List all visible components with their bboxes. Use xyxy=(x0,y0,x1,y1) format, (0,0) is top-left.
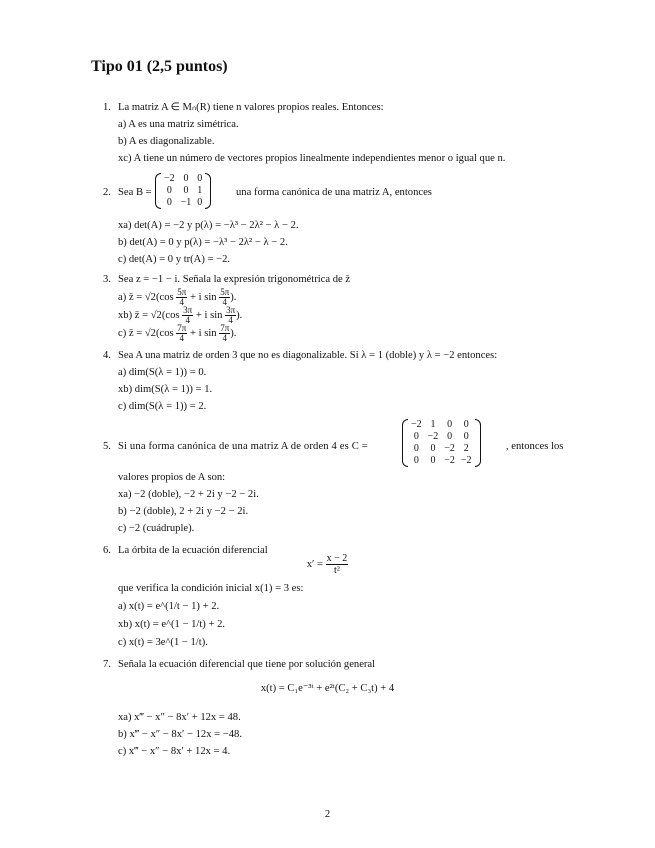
q2-option-a: xa) det(A) = −2 y p(λ) = −λ³ − 2λ² − λ − 2. xyxy=(118,220,299,231)
q1-number: 1. xyxy=(103,102,111,113)
q7-option-b: b) x‴ − x″ − 8x′ − 12x = −48. xyxy=(118,729,242,740)
q5-stem-pre: Si una forma canónica de una matriz A de orden 4 es C = xyxy=(118,441,368,452)
q5-matrix xyxy=(402,419,481,467)
q7-option-a: xa) x‴ − x″ − 8x′ + 12x = 48. xyxy=(118,712,241,723)
q5-matrix-cell: 0 xyxy=(413,455,419,466)
q6-equation: x′ = $\frac{x - 2}{\text{t²}}$ xyxy=(306,553,348,576)
q5-matrix-cell: 2 xyxy=(463,443,469,454)
q5-matrix-cell: 0 xyxy=(447,419,453,430)
q5-matrix-cell: −2 xyxy=(460,455,472,466)
q6-condition: que verifica la condición inicial x(1) = 3 es: xyxy=(118,583,304,594)
q7-equation: x(t) = C₁e⁻³ᵗ + e²ᵗ(C₂ + C₃t) + 4 xyxy=(260,683,395,694)
q5-matrix-cell: −2 xyxy=(427,431,439,442)
q6-stem: La órbita de la ecuación diferencial xyxy=(118,545,268,556)
q7-option-c: c) x‴ − x″ − 8x′ + 12x = 4. xyxy=(118,746,231,757)
q3-option-a: a) z̄ = √2(cos $\frac{5\pi}{4}$ + i sin $\frac{5\pi}{4}$ ). xyxy=(118,287,237,307)
q4-option-c: c) dim(S(λ = 1)) = 2. xyxy=(118,401,207,412)
q2-matrix-cell: 0 xyxy=(197,173,203,184)
q5-matrix-cell: 1 xyxy=(430,419,436,430)
q7-stem: Señala la ecuación diferencial que tiene por solución general xyxy=(118,659,376,670)
q5-matrix-cell: 0 xyxy=(463,431,469,442)
page-number: 2 xyxy=(324,809,331,820)
q1-option-c: xc) A tiene un número de vectores propios linealmente independientes menor o igual que n. xyxy=(118,153,506,164)
q2-matrix-cell: 0 xyxy=(166,197,172,208)
q4-stem: Sea A una matriz de orden 3 que no es diagonalizable. Si λ = 1 (doble) y λ = −2 entonces: xyxy=(118,350,498,361)
q2-option-b: b) det(A) = 0 y p(λ) = −λ³ − 2λ² − λ − 2. xyxy=(118,237,288,248)
q4-number: 4. xyxy=(103,350,111,361)
q3-option-c: c) z̄ = √2(cos $\frac{7\pi}{4}$ + i sin $\frac{7\pi}{4}$ ). xyxy=(118,323,237,343)
q5-matrix-cell: 0 xyxy=(413,443,419,454)
q5-matrix-cell: 0 xyxy=(413,431,419,442)
q2-matrix-cell: 0 xyxy=(166,185,172,196)
q5-matrix-cell: −2 xyxy=(444,455,455,466)
q3-number: 3. xyxy=(103,274,111,285)
q1-option-b: b) A es diagonalizable. xyxy=(118,136,215,147)
q5-matrix-cell: 0 xyxy=(447,431,453,442)
q2-matrix-cell: 0 xyxy=(197,197,203,208)
q2-matrix-cell: −1 xyxy=(180,197,192,208)
page-title: Tipo 01 (2,5 puntos) xyxy=(91,58,228,75)
q1-option-a: a) A es una matriz simétrica. xyxy=(118,119,239,130)
q6-number: 6. xyxy=(103,545,111,556)
q5-stem-continued: valores propios de A son: xyxy=(118,472,226,483)
q2-number: 2. xyxy=(103,187,111,198)
q1-stem: La matriz A ∈ Mₙ(R) tiene n valores propios reales. Entonces: xyxy=(118,102,384,113)
q2-option-c: c) det(A) = 0 y tr(A) = −2. xyxy=(118,254,231,265)
q2-matrix-cell: −2 xyxy=(164,173,175,184)
q5-option-c: c) −2 (cuádruple). xyxy=(118,523,195,534)
q6-option-b: xb) x(t) = e^(1 − 1/t) + 2. xyxy=(118,619,226,630)
q6-option-c: c) x(t) = 3e^(1 − 1/t). xyxy=(118,637,208,648)
q5-matrix-cell: 0 xyxy=(430,455,436,466)
q2-stem-pre: Sea B = xyxy=(118,187,152,198)
q2-matrix-cell: 1 xyxy=(197,185,203,196)
q5-option-b: b) −2 (doble), 2 + 2i y −2 − 2i. xyxy=(118,506,249,517)
q2-stem-post: una forma canónica de una matriz A, entonces xyxy=(236,187,432,198)
q5-matrix-cell: 0 xyxy=(463,419,469,430)
q5-option-a: xa) −2 (doble), −2 + 2i y −2 − 2i. xyxy=(118,489,259,500)
q5-matrix-cell: 0 xyxy=(430,443,436,454)
q6-option-a: a) x(t) = e^(1/t − 1) + 2. xyxy=(118,601,220,612)
q3-option-b: xb) z̄ = √2(cos $\frac{3\pi}{4}$ + i sin $\frac{3\pi}{4}$ ). xyxy=(118,305,243,325)
q5-stem-post: , entonces los xyxy=(506,441,564,452)
q2-matrix-cell: 0 xyxy=(183,185,189,196)
q5-matrix-cell: −2 xyxy=(411,419,422,430)
q7-number: 7. xyxy=(103,659,111,670)
q5-matrix-cell: −2 xyxy=(444,443,455,454)
q3-stem: Sea z = −1 − i. Señala la expresión trigonométrica de z̄ xyxy=(118,274,351,285)
q2-matrix xyxy=(155,173,211,209)
q5-number: 5. xyxy=(103,441,111,452)
q4-option-a: a) dim(S(λ = 1)) = 0. xyxy=(118,367,207,378)
q2-matrix-cell: 0 xyxy=(183,173,189,184)
q4-option-b: xb) dim(S(λ = 1)) = 1. xyxy=(118,384,213,395)
